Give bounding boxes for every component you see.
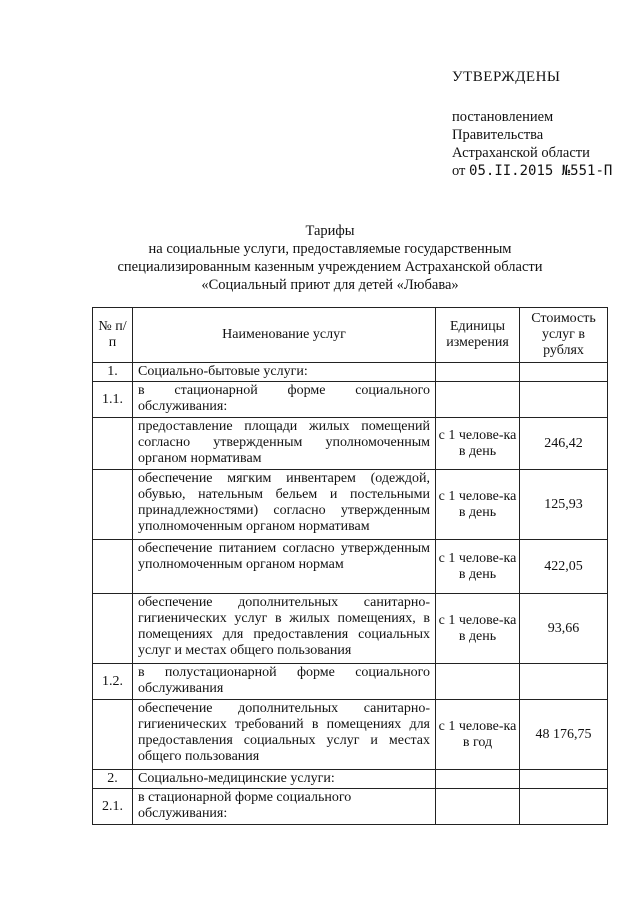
approval-heading: УТВЕРЖДЕНЫ (452, 69, 561, 85)
header-num: № п/п (93, 308, 133, 363)
row-unit: с 1 челове-ка в день (436, 540, 520, 594)
table-row (93, 594, 608, 664)
title-line-2: на социальные услуги, предоставляемые государственным (148, 241, 512, 257)
row-price (520, 664, 608, 700)
approval-block (452, 68, 632, 180)
approval-line-1: постановлением (452, 109, 554, 125)
row-name: в полустационарной форме социального обслуживания (133, 664, 436, 700)
title-line-1: Тарифы (305, 223, 355, 239)
row-num: 1. (93, 363, 133, 382)
row-name: обеспечение дополнительных санитарно-гигиенических требований в помещениях для предоставления социальных услуг и местах общего пользования (133, 700, 436, 770)
row-num (93, 418, 133, 470)
table-row (93, 789, 608, 825)
row-unit (436, 382, 520, 418)
table-header-row (93, 308, 608, 363)
approval-date-line (452, 162, 632, 180)
table-row (93, 363, 608, 382)
row-name: в стационарной форме социального обслуживания: (133, 789, 436, 825)
header-name: Наименование услуг (133, 308, 436, 363)
row-unit (436, 363, 520, 382)
table-row (93, 700, 608, 770)
approval-date-prefix: от (452, 163, 466, 179)
approval-date-number: 05.II.2015 №551-П (469, 163, 613, 179)
row-unit: с 1 челове-ка в день (436, 594, 520, 664)
row-price: 125,93 (520, 470, 608, 540)
row-unit (436, 770, 520, 789)
row-unit (436, 664, 520, 700)
row-price (520, 770, 608, 789)
approval-line-3: Астраханской области (452, 145, 590, 161)
table-row (93, 418, 608, 470)
row-price (520, 363, 608, 382)
table-row (93, 470, 608, 540)
title-line-3: специализированным казенным учреждением Астраханской области (117, 259, 543, 275)
row-name: в стационарной форме социального обслуживания: (133, 382, 436, 418)
row-num: 2.1. (93, 789, 133, 825)
header-unit: Единицы измерения (436, 308, 520, 363)
title-line-4: «Социальный приют для детей «Любава» (201, 277, 459, 293)
row-price: 93,66 (520, 594, 608, 664)
table-row (93, 664, 608, 700)
tariff-table (92, 307, 608, 825)
table-row (93, 770, 608, 789)
row-num (93, 594, 133, 664)
row-name: обеспечение питанием согласно утвержденным уполномоченным органом нормам (133, 540, 436, 594)
row-num: 1.2. (93, 664, 133, 700)
row-name: Социально-бытовые услуги: (133, 363, 436, 382)
row-unit: с 1 челове-ка в день (436, 418, 520, 470)
table-row (93, 540, 608, 594)
approval-line-2: Правительства (452, 127, 544, 143)
row-name: обеспечение мягким инвентарем (одеждой, обувью, нательным бельем и постельными принадлежностями) согласно утвержденным уполномоченным органом нормативам (133, 470, 436, 540)
row-num: 2. (93, 770, 133, 789)
row-name: Социально-медицинские услуги: (133, 770, 436, 789)
row-price: 246,42 (520, 418, 608, 470)
table-row (93, 382, 608, 418)
row-price (520, 382, 608, 418)
header-price: Стоимость услуг в рублях (520, 308, 608, 363)
row-num (93, 540, 133, 594)
row-name: предоставление площади жилых помещений согласно утвержденным уполномоченным органом нормативам (133, 418, 436, 470)
row-num: 1.1. (93, 382, 133, 418)
row-unit: с 1 челове-ка в год (436, 700, 520, 770)
row-unit (436, 789, 520, 825)
row-price: 422,05 (520, 540, 608, 594)
row-price: 48 176,75 (520, 700, 608, 770)
row-num (93, 470, 133, 540)
document-title (100, 222, 560, 294)
row-price (520, 789, 608, 825)
row-num (93, 700, 133, 770)
row-unit: с 1 челове-ка в день (436, 470, 520, 540)
row-name: обеспечение дополнительных санитарно-гигиенических услуг в жилых помещениях, в помещениях для предоставления социальных услуг и местах общего пользования (133, 594, 436, 664)
